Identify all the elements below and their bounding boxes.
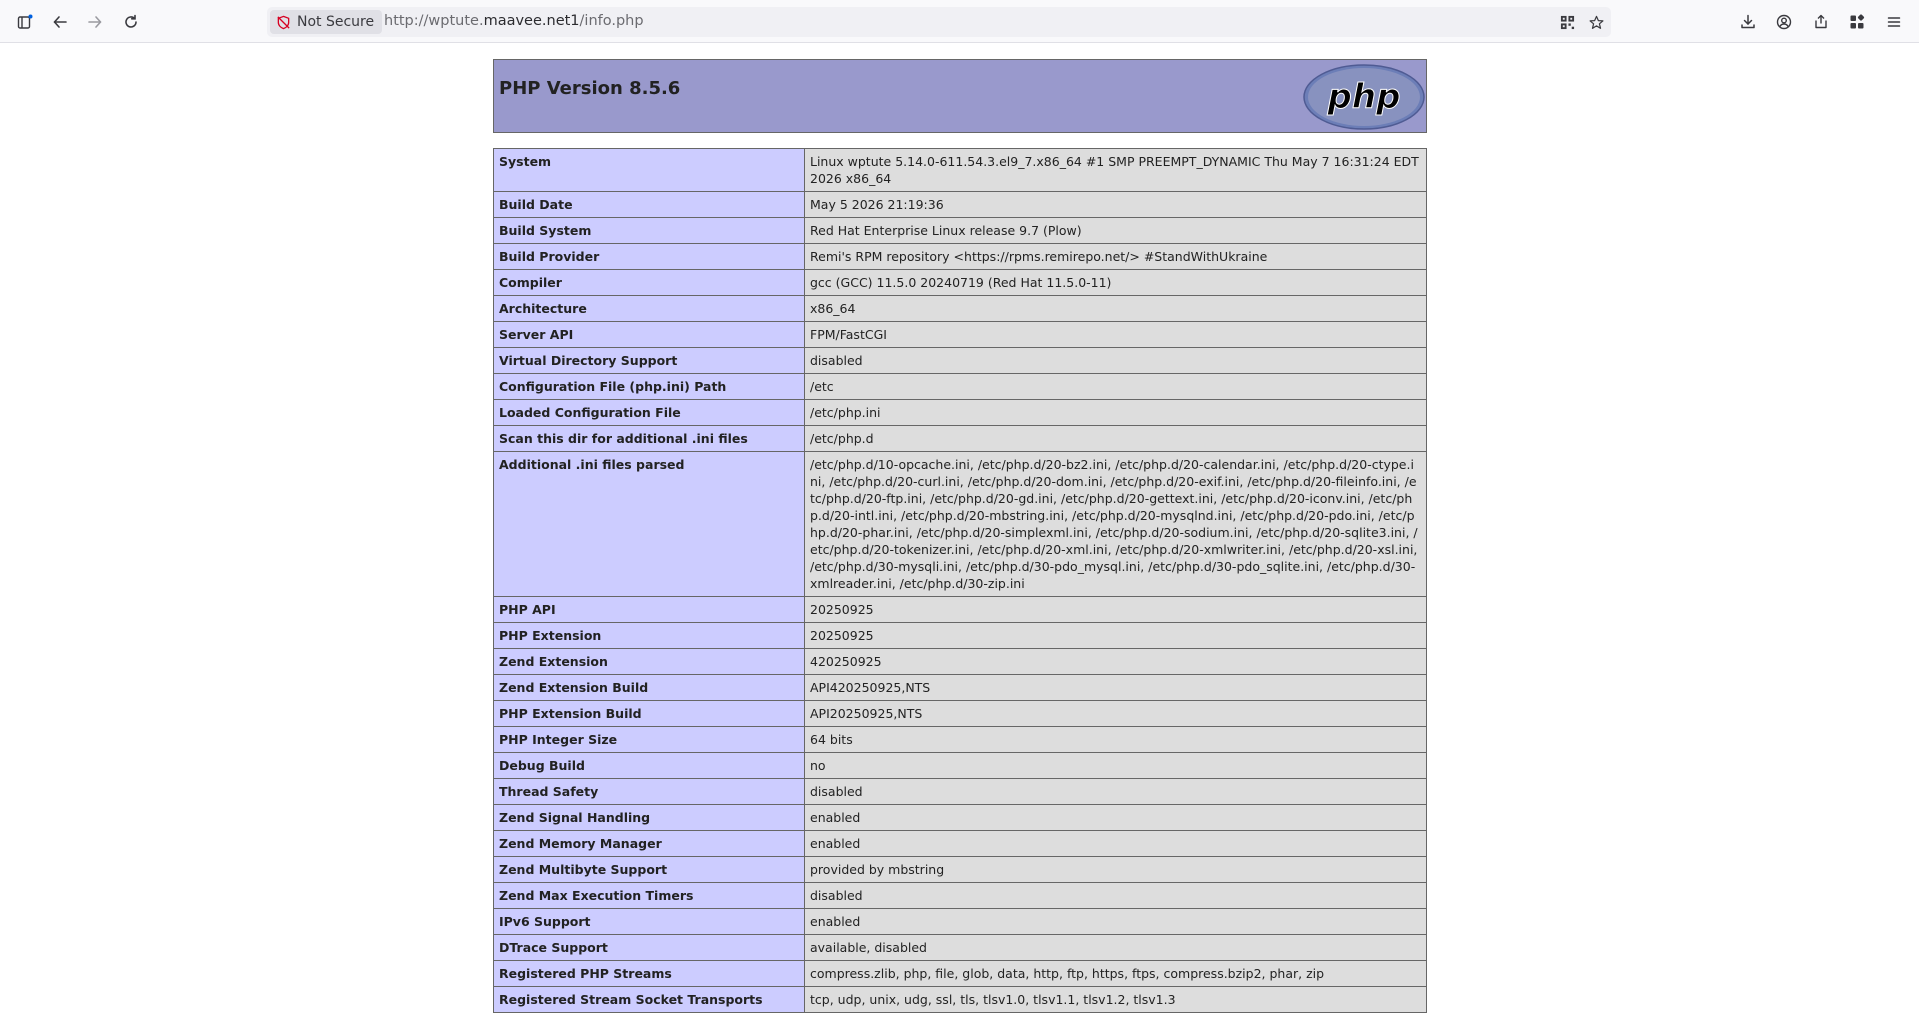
row-key: Registered Stream Socket Transports bbox=[494, 987, 805, 1013]
table-row bbox=[494, 753, 1427, 779]
row-key: Build System bbox=[494, 218, 805, 244]
table-row bbox=[494, 270, 1427, 296]
row-value: disabled bbox=[805, 883, 1427, 909]
table-row bbox=[494, 192, 1427, 218]
row-key: Zend Extension Build bbox=[494, 675, 805, 701]
url-host: maavee.net1 bbox=[483, 13, 580, 29]
table-row bbox=[494, 857, 1427, 883]
row-value: no bbox=[805, 753, 1427, 779]
row-value: disabled bbox=[805, 348, 1427, 374]
forward-button[interactable] bbox=[81, 8, 109, 36]
table-row bbox=[494, 779, 1427, 805]
table-row bbox=[494, 987, 1427, 1013]
row-key: PHP Integer Size bbox=[494, 727, 805, 753]
insecure-shield-icon bbox=[276, 15, 291, 30]
table-row bbox=[494, 701, 1427, 727]
row-key: Virtual Directory Support bbox=[494, 348, 805, 374]
row-value: Remi's RPM repository <https://rpms.remirepo.net/> #StandWithUkraine bbox=[805, 244, 1427, 270]
security-indicator[interactable] bbox=[270, 10, 382, 34]
row-value: May 5 2026 21:19:36 bbox=[805, 192, 1427, 218]
row-value: API20250925,NTS bbox=[805, 701, 1427, 727]
url-path: /info.php bbox=[579, 13, 644, 29]
url-text[interactable] bbox=[384, 13, 644, 29]
table-row bbox=[494, 400, 1427, 426]
row-key: Zend Multibyte Support bbox=[494, 857, 805, 883]
url-prefix: http://wptute. bbox=[384, 13, 484, 29]
php-logo-text: php bbox=[1327, 77, 1401, 117]
row-value: available, disabled bbox=[805, 935, 1427, 961]
row-key: Compiler bbox=[494, 270, 805, 296]
row-key: Debug Build bbox=[494, 753, 805, 779]
table-row bbox=[494, 805, 1427, 831]
row-value: 20250925 bbox=[805, 623, 1427, 649]
table-row bbox=[494, 426, 1427, 452]
row-value: /etc/php.ini bbox=[805, 400, 1427, 426]
row-key: PHP Extension bbox=[494, 623, 805, 649]
back-button[interactable] bbox=[46, 8, 74, 36]
row-value: disabled bbox=[805, 779, 1427, 805]
row-key: Zend Memory Manager bbox=[494, 831, 805, 857]
security-label: Not Secure bbox=[297, 14, 375, 30]
row-key: IPv6 Support bbox=[494, 909, 805, 935]
row-value: tcp, udp, unix, udg, ssl, tls, tlsv1.0, tlsv1.1, tlsv1.2, tlsv1.3 bbox=[805, 987, 1427, 1013]
row-key: PHP Extension Build bbox=[494, 701, 805, 727]
bookmark-star-icon[interactable] bbox=[1587, 13, 1605, 31]
extensions-icon[interactable] bbox=[1843, 8, 1871, 36]
table-row bbox=[494, 322, 1427, 348]
row-key: DTrace Support bbox=[494, 935, 805, 961]
php-logo[interactable] bbox=[1303, 64, 1425, 130]
table-row bbox=[494, 296, 1427, 322]
table-row bbox=[494, 831, 1427, 857]
table-row bbox=[494, 961, 1427, 987]
row-value: /etc bbox=[805, 374, 1427, 400]
table-row bbox=[494, 218, 1427, 244]
row-value: enabled bbox=[805, 805, 1427, 831]
table-row bbox=[494, 727, 1427, 753]
row-value: Red Hat Enterprise Linux release 9.7 (Plow) bbox=[805, 218, 1427, 244]
table-row bbox=[494, 909, 1427, 935]
table-row bbox=[494, 597, 1427, 623]
row-key: PHP API bbox=[494, 597, 805, 623]
phpinfo-page bbox=[493, 59, 1427, 1013]
row-value: 64 bits bbox=[805, 727, 1427, 753]
row-key: Registered PHP Streams bbox=[494, 961, 805, 987]
row-value: x86_64 bbox=[805, 296, 1427, 322]
row-value: 20250925 bbox=[805, 597, 1427, 623]
info-table bbox=[493, 148, 1427, 1013]
row-value: enabled bbox=[805, 909, 1427, 935]
row-key: Build Provider bbox=[494, 244, 805, 270]
table-row bbox=[494, 935, 1427, 961]
row-key: Zend Signal Handling bbox=[494, 805, 805, 831]
table-row bbox=[494, 244, 1427, 270]
table-row bbox=[494, 149, 1427, 192]
row-value: Linux wptute 5.14.0-611.54.3.el9_7.x86_64 #1 SMP PREEMPT_DYNAMIC Thu May 7 16:31:24 EDT 2026 x86_64 bbox=[805, 149, 1427, 192]
table-row bbox=[494, 883, 1427, 909]
account-icon[interactable] bbox=[1770, 8, 1798, 36]
share-icon[interactable] bbox=[1807, 8, 1835, 36]
row-key: Scan this dir for additional .ini files bbox=[494, 426, 805, 452]
row-value: enabled bbox=[805, 831, 1427, 857]
table-row bbox=[494, 348, 1427, 374]
row-value: FPM/FastCGI bbox=[805, 322, 1427, 348]
row-value: gcc (GCC) 11.5.0 20240719 (Red Hat 11.5.0-11) bbox=[805, 270, 1427, 296]
row-key: Build Date bbox=[494, 192, 805, 218]
downloads-icon[interactable] bbox=[1734, 8, 1762, 36]
row-key: Additional .ini files parsed bbox=[494, 452, 805, 597]
browser-toolbar bbox=[0, 0, 1919, 43]
table-row bbox=[494, 649, 1427, 675]
php-version-header bbox=[493, 59, 1427, 133]
reload-button[interactable] bbox=[117, 8, 145, 36]
table-row bbox=[494, 452, 1427, 597]
row-value: 420250925 bbox=[805, 649, 1427, 675]
row-key: System bbox=[494, 149, 805, 192]
row-key: Configuration File (php.ini) Path bbox=[494, 374, 805, 400]
qr-code-icon[interactable] bbox=[1558, 13, 1576, 31]
table-row bbox=[494, 623, 1427, 649]
address-bar[interactable] bbox=[267, 7, 1611, 37]
row-value: /etc/php.d/10-opcache.ini, /etc/php.d/20-bz2.ini, /etc/php.d/20-calendar.ini, /etc/php.d/20-ctype.ini, /etc/php.d/20-curl.ini, /etc/php.d/20-dom.ini, /etc/php.d/20-exif.ini, /etc/php.d/20-fileinfo.ini, /etc/php.d/20-ftp.ini, /etc/php.d/20-gd.ini, /etc/php.d/20-gettext.ini, /etc/php.d/20-iconv.ini, /etc/php.d/20-intl.ini, /etc/php.d/20-mbstring.ini, /etc/php.d/20-mysqlnd.ini, /etc/php.d/20-pdo.ini, /etc/php.d/20-phar.ini, /etc/php.d/20-simplexml.ini, /etc/php.d/20-sodium.ini, /etc/php.d/20-sqlite3.ini, /etc/php.d/20-tokenizer.ini, /etc/php.d/20-xml.ini, /etc/php.d/20-xmlwriter.ini, /etc/php.d/20-xsl.ini, /etc/php.d/30-mysqli.ini, /etc/php.d/30-pdo_mysql.ini, /etc/php.d/30-pdo_sqlite.ini, /etc/php.d/30-xmlreader.ini, /etc/php.d/30-zip.ini bbox=[805, 452, 1427, 597]
app-menu-icon[interactable] bbox=[1880, 8, 1908, 36]
row-key: Thread Safety bbox=[494, 779, 805, 805]
row-value: compress.zlib, php, file, glob, data, http, ftp, https, ftps, compress.bzip2, phar, zip bbox=[805, 961, 1427, 987]
row-key: Zend Max Execution Timers bbox=[494, 883, 805, 909]
row-key: Server API bbox=[494, 322, 805, 348]
page-title: PHP Version 8.5.6 bbox=[499, 78, 681, 99]
row-key: Loaded Configuration File bbox=[494, 400, 805, 426]
row-value: provided by mbstring bbox=[805, 857, 1427, 883]
sidebar-toggle-icon[interactable] bbox=[11, 8, 39, 36]
table-row bbox=[494, 374, 1427, 400]
table-row bbox=[494, 675, 1427, 701]
row-key: Zend Extension bbox=[494, 649, 805, 675]
row-key: Architecture bbox=[494, 296, 805, 322]
row-value: /etc/php.d bbox=[805, 426, 1427, 452]
row-value: API420250925,NTS bbox=[805, 675, 1427, 701]
